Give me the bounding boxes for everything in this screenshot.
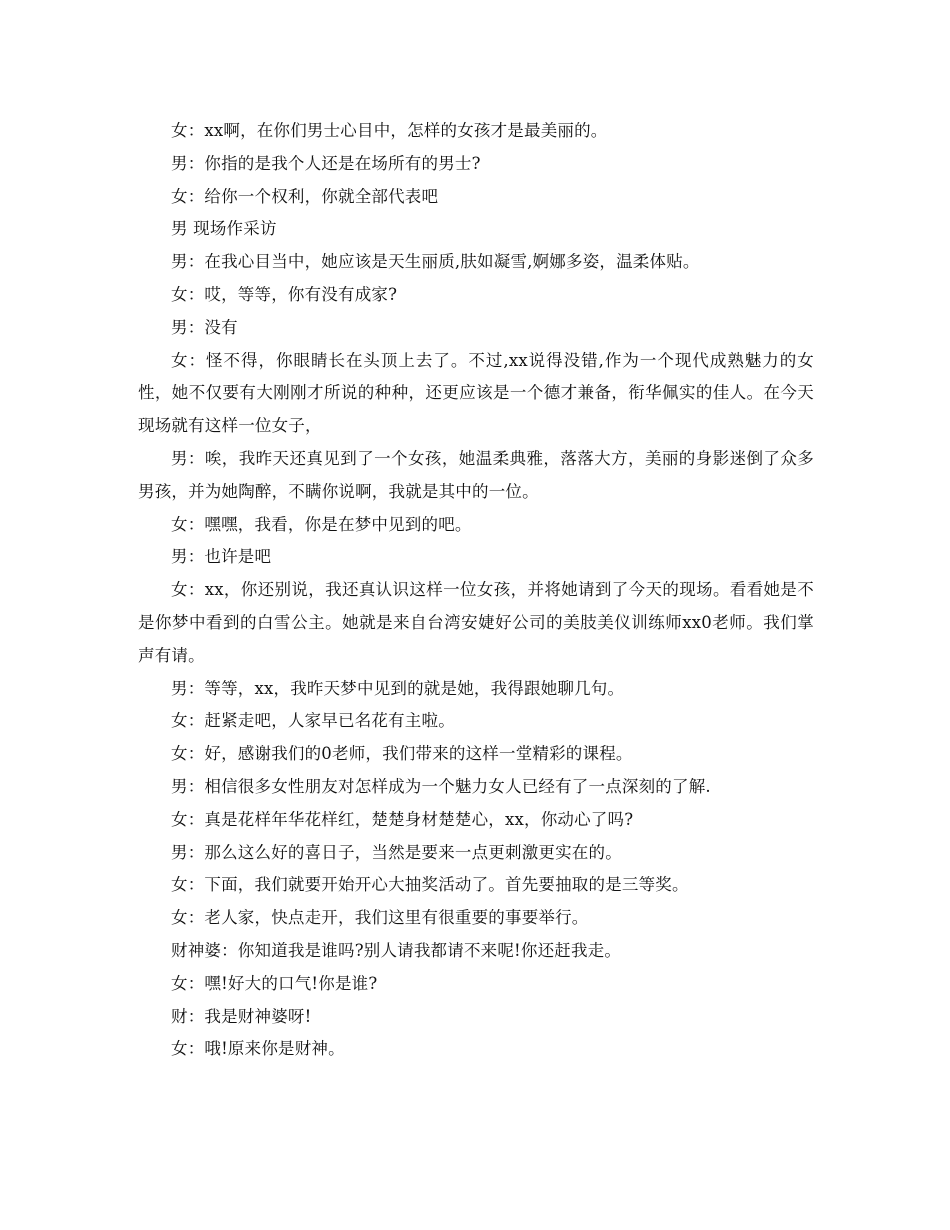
paragraph-7: 男：没有 <box>171 317 238 337</box>
paragraph-24: 女：哦!原来你是财神。 <box>171 1039 345 1059</box>
paragraph-14: 女：赶紧走吧，人家早已名花有主啦。 <box>171 711 455 731</box>
document-body <box>138 115 814 1066</box>
paragraph-16: 男：相信很多女性朋友对怎样成为一个魅力女人已经有了一点深刻的了解. <box>171 776 711 796</box>
paragraph-23: 财：我是财神婆呀! <box>171 1006 312 1026</box>
paragraph-22: 女：嘿!好大的口气!你是谁? <box>171 973 378 993</box>
paragraph-5: 男：在我心目当中，她应该是天生丽质,肤如凝雪,婀娜多姿，温柔体贴。 <box>171 252 700 272</box>
paragraph-10: 女：嘿嘿，我看，你是在梦中见到的吧。 <box>171 514 472 534</box>
paragraph-17: 女：真是花样年华花样红，楚楚身材楚楚心，xx，你动心了吗? <box>171 809 634 829</box>
paragraph-8: 女：怪不得，你眼睛长在头顶上去了。不过,xx说得没错,作为一个现代成熟魅力的女性，她不仅要有大刚刚才所说的种种，还更应该是一个德才兼备，衔华佩实的佳人。在今天现场就有这样一位女子， <box>138 350 814 436</box>
paragraph-21: 财神婆：你知道我是谁吗?别人请我都请不来呢!你还赶我走。 <box>171 940 622 960</box>
paragraph-4: 男 现场作采访 <box>171 219 277 239</box>
paragraph-6: 女：哎，等等，你有没有成家? <box>171 284 398 304</box>
paragraph-13: 男：等等，xx，我昨天梦中见到的就是她，我得跟她聊几句。 <box>171 678 625 698</box>
paragraph-3: 女：给你一个权利，你就全部代表吧 <box>171 186 439 206</box>
paragraph-20: 女：老人家，快点走开，我们这里有很重要的事要举行。 <box>171 908 589 928</box>
paragraph-9: 男：唉，我昨天还真见到了一个女孩，她温柔典雅，落落大方，美丽的身影迷倒了众多男孩，并为她陶醉，不瞒你说啊，我就是其中的一位。 <box>138 448 814 501</box>
paragraph-2: 男：你指的是我个人还是在场所有的男士? <box>171 153 481 173</box>
paragraph-11: 男：也许是吧 <box>171 547 272 567</box>
paragraph-19: 女：下面，我们就要开始开心大抽奖活动了。首先要抽取的是三等奖。 <box>171 875 689 895</box>
paragraph-12: 女：xx，你还别说，我还真认识这样一位女孩，并将她请到了今天的现场。看看她是不是你梦中看到的白雪公主。她就是来自台湾安婕好公司的美肢美仪训练师xx0老师。我们掌声有请。 <box>138 580 814 665</box>
paragraph-15: 女：好，感谢我们的0老师，我们带来的这样一堂精彩的课程。 <box>171 744 633 764</box>
paragraph-1: 女：xx啊，在你们男士心目中，怎样的女孩才是最美丽的。 <box>171 121 608 140</box>
paragraph-18: 男：那么这么好的喜日子，当然是要来一点更刺激更实在的。 <box>171 842 622 862</box>
